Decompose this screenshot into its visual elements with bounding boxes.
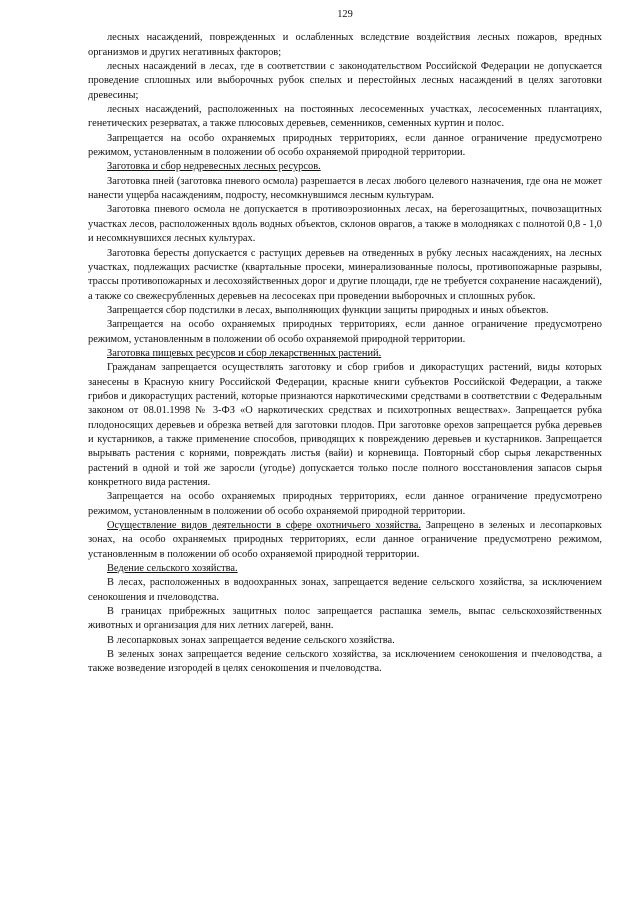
paragraph: Гражданам запрещается осуществлять заготовку и сбор грибов и дикорастущих растений, виды которых занесены в Красную книгу Российской Федерации, красные книги субъектов Российской Федерации, а также грибов и дикорастущих растений, которые признаются наркотическими средствами в соответствии с Федеральным законом от 08.01.1998 № 3-ФЗ «О наркотических средствах и психотропных веществах». Запрещается рубка плодоносящих деревьев и обрезка ветвей для заготовки плодов. При заготовке орехов запрещается рубка деревьев и кустарников, а также применение способов, приводящих к повреждению деревьев и кустарников. Запрещается вырывать растения с корнями, повреждать листья (вайи) и корневища. Повторный сбор сырья лекарственных растений в одной и той же заросли (угодье) допускается только после полного восстановления запасов сырья конкретного вида растения. [88, 362, 602, 488]
paragraph: В лесопарковых зонах запрещается ведение сельского хозяйства. [107, 634, 395, 646]
section-heading-text: Заготовка пищевых ресурсов и сбор лекарственных растений. [107, 347, 382, 359]
section-heading-hunting: Осуществление видов деятельности в сфере охотничьего хозяйства. [107, 520, 421, 532]
paragraph: Запрещается сбор подстилки в лесах, выполняющих функции защиты природных и иных объектов. [107, 304, 549, 316]
paragraph: Запрещается на особо охраняемых природных территориях, если данное ограничение предусмотрено режимом, установленным в положении об особо охраняемой природной территории. [88, 491, 602, 517]
section-heading-text: Ведение сельского хозяйства. [107, 563, 238, 575]
section-heading-text: Заготовка и сбор недревесных лесных ресурсов. [107, 161, 321, 173]
paragraph: В зеленых зонах запрещается ведение сельского хозяйства, за исключением сенокошения и пчеловодства, а также возведение изгородей в целях сенокошения и пчеловодства. [88, 649, 602, 675]
paragraph: В лесах, расположенных в водоохранных зонах, запрещается ведение сельского хозяйства, за исключением сенокошения и пчеловодства. [88, 577, 602, 603]
paragraph-hunting [88, 519, 602, 562]
paragraph: Заготовка пней (заготовка пневого осмола) разрешается в лесах любого целевого назначения, где она не может нанести ущерба насаждениям, подросту, несомкнувшимся лесным культурам. [88, 175, 602, 202]
paragraph: Запрещается на особо охраняемых природных территориях, если данное ограничение предусмотрено режимом, установленным в положении об особо охраняемой природной территории. [88, 132, 602, 159]
paragraph: Заготовка пневого осмола не допускается в противоэрозионных лесах, на берегозащитных, почвозащитных участках лесов, расположенных вдоль водных объектов, склонов оврагов, а также в молодняках с полнотой 0,8 - 1,0 и несомкнувшихся лесных культурах. [88, 204, 602, 245]
paragraph: лесных насаждений в лесах, где в соответствии с законодательством Российской Федерации не допускается проведение сплошных или выборочных рубок спелых и перестойных лесных насаждений в целях заготовки древесины; [88, 61, 602, 101]
paragraph-hunting-text: Запрещено в зеленых и лесопарковых зонах, на особо охраняемых природных территориях, если данное ограничение предусмотрено режимом, установленным в положении об особо охраняемой природной территории. [88, 520, 602, 560]
section-heading-food-medicinal [88, 347, 602, 361]
section-heading-non-timber [88, 160, 602, 174]
paragraph: В границах прибрежных защитных полос запрещается распашка земель, выпас сельскохозяйственных животных и организация для них летних лагерей, ванн. [88, 606, 602, 632]
section-heading-agriculture [88, 562, 602, 576]
paragraph: лесных насаждений, расположенных на постоянных лесосеменных участках, лесосеменных плантациях, генетических резерватах, а также плюсовых деревьев, семенников, семенных куртин и полос. [88, 104, 602, 130]
paragraph: лесных насаждений, поврежденных и ослабленных вследствие воздействия лесных пожаров, вредных организмов и других негативных факторов; [88, 32, 602, 58]
paragraph: Заготовка бересты допускается с растущих деревьев на отведенных в рубку лесных насаждениях, на лесных участках, подлежащих расчистке (квартальные просеки, минерализованные полосы, противопожарные разрывы, трассы противопожарных и лесохозяйственных дорог и другие площади, где не требуется сохранение насаждений), а также со свежесрубленных деревьев на лесосеках при проведении выборочных и сплошных рубок. [88, 247, 602, 302]
paragraph: Запрещается на особо охраняемых природных территориях, если данное ограничение предусмотрено режимом, установленным в положении об особо охраняемой природной территории. [88, 319, 602, 345]
page-number: 129 [337, 9, 353, 20]
